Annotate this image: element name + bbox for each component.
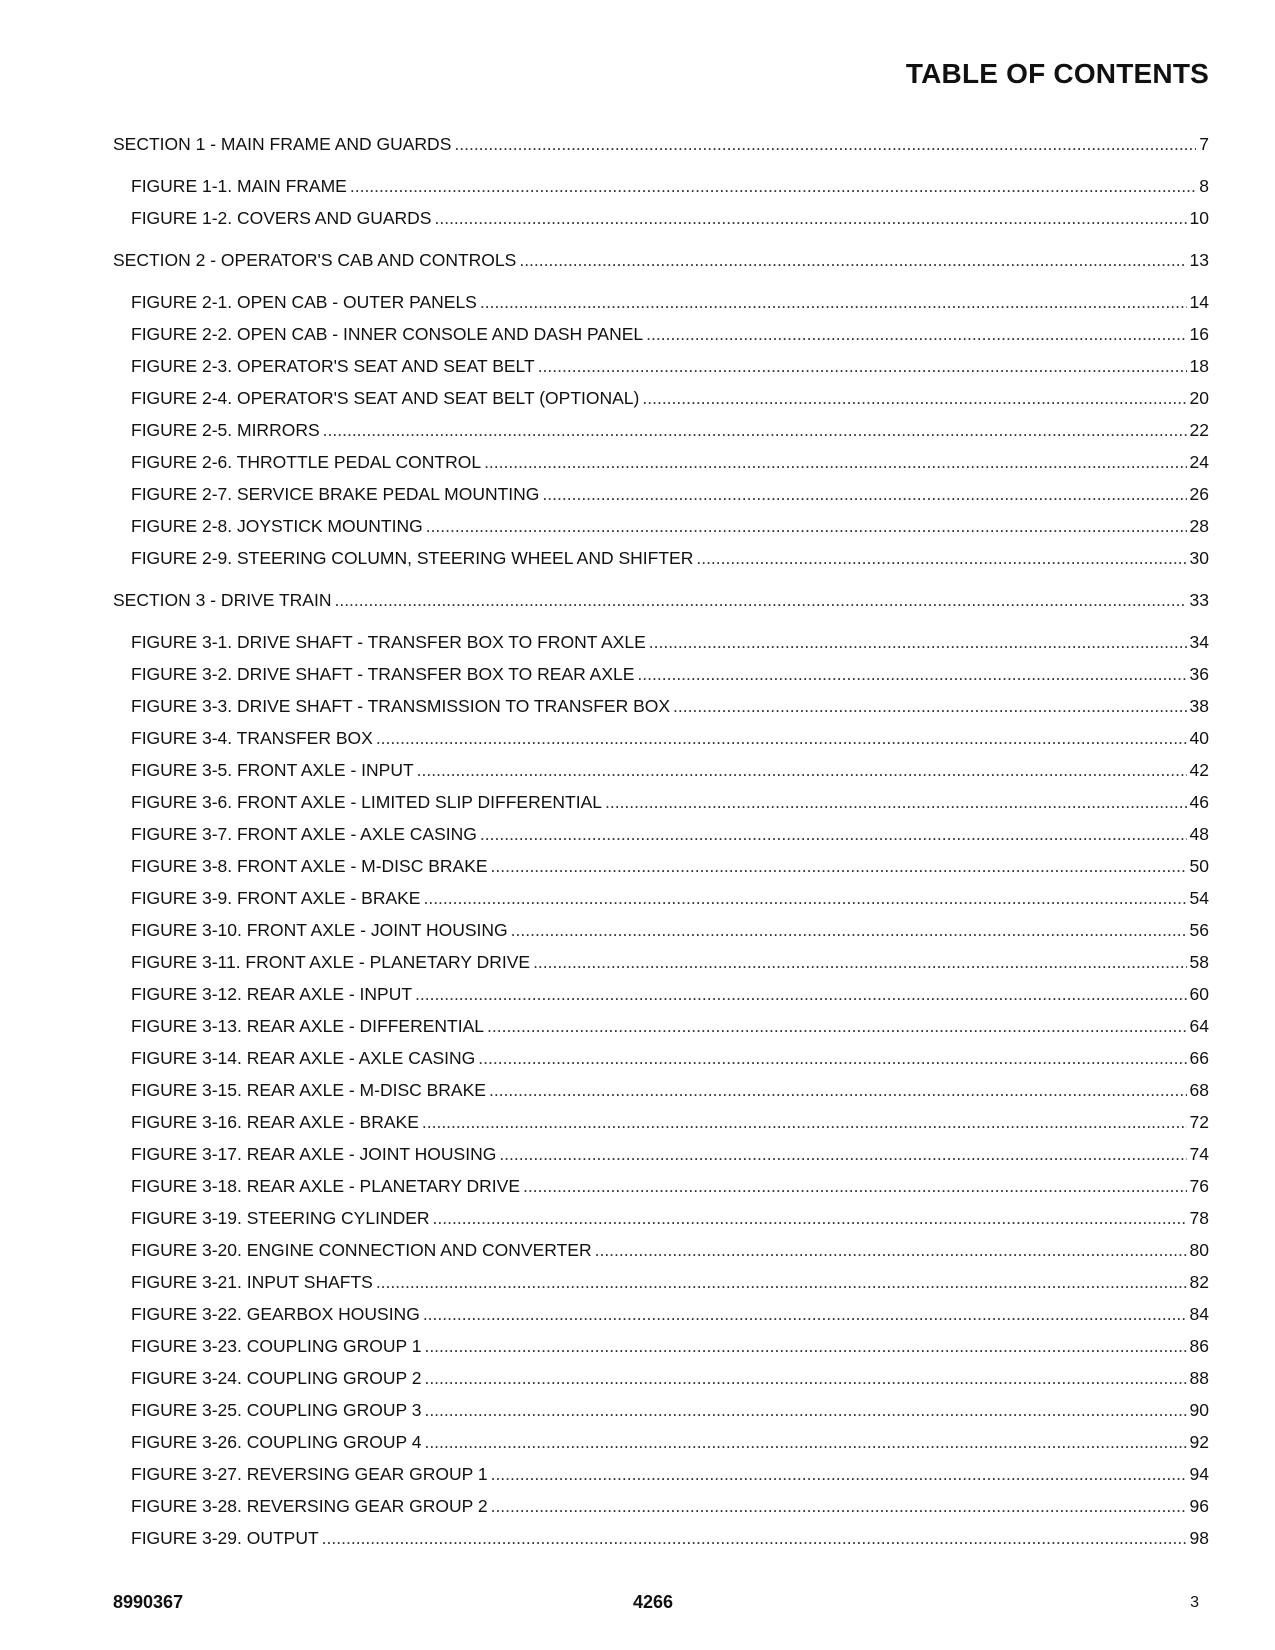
toc-figure-entry[interactable] xyxy=(113,1074,1209,1106)
toc-figure-entry[interactable] xyxy=(113,1042,1209,1074)
toc-entry-label: SECTION 3 - DRIVE TRAIN xyxy=(113,590,332,610)
toc-entry-page-number: 60 xyxy=(1189,984,1209,1004)
toc-entry-page-number: 54 xyxy=(1189,888,1209,908)
toc-entry-page-number: 78 xyxy=(1189,1208,1209,1228)
toc-entry-page-number: 40 xyxy=(1189,728,1209,748)
dot-leader xyxy=(417,754,1187,786)
toc-entry-page-number: 74 xyxy=(1189,1144,1209,1164)
toc-entry-label: FIGURE 2-3. OPERATOR'S SEAT AND SEAT BELT xyxy=(131,356,535,376)
toc-entry-page-number: 20 xyxy=(1189,388,1209,408)
toc-figure-entry[interactable] xyxy=(113,1362,1209,1394)
toc-entry-label: FIGURE 3-11. FRONT AXLE - PLANETARY DRIVE xyxy=(131,952,531,972)
toc-entry-label: FIGURE 3-16. REAR AXLE - BRAKE xyxy=(131,1112,419,1132)
toc-entry-page-number: 56 xyxy=(1189,920,1209,940)
dot-leader xyxy=(649,626,1187,658)
dot-leader xyxy=(334,584,1186,616)
toc-entry-page-number: 84 xyxy=(1189,1304,1209,1324)
toc-entry-page-number: 38 xyxy=(1189,696,1209,716)
dot-leader xyxy=(424,1362,1186,1394)
dot-leader xyxy=(542,478,1186,510)
dot-leader xyxy=(415,978,1186,1010)
toc-entry-label: FIGURE 3-25. COUPLING GROUP 3 xyxy=(131,1400,422,1420)
toc-figure-entry[interactable] xyxy=(113,786,1209,818)
toc-figure-entry[interactable] xyxy=(113,978,1209,1010)
toc-figure-entry[interactable] xyxy=(113,754,1209,786)
toc-entry-page-number: 50 xyxy=(1189,856,1209,876)
toc-entry-page-number: 72 xyxy=(1189,1112,1209,1132)
toc-entry-label: FIGURE 3-3. DRIVE SHAFT - TRANSMISSION TO TRANSFER BOX xyxy=(131,696,671,716)
toc-entry-label: FIGURE 3-13. REAR AXLE - DIFFERENTIAL xyxy=(131,1016,484,1036)
toc-entry-label: FIGURE 3-20. ENGINE CONNECTION AND CONVERTER xyxy=(131,1240,592,1260)
toc-figure-entry[interactable] xyxy=(113,818,1209,850)
toc-entry-label: FIGURE 2-7. SERVICE BRAKE PEDAL MOUNTING xyxy=(131,484,540,504)
toc-entry-page-number: 13 xyxy=(1189,250,1209,270)
toc-entry-page-number: 33 xyxy=(1189,590,1209,610)
toc-entry-label: SECTION 1 - MAIN FRAME AND GUARDS xyxy=(113,134,452,154)
toc-figure-entry[interactable] xyxy=(113,1394,1209,1426)
toc-section-entry[interactable] xyxy=(113,584,1209,616)
toc-section-entry[interactable] xyxy=(113,244,1209,276)
toc-entry-page-number: 76 xyxy=(1189,1176,1209,1196)
toc-figure-entry[interactable] xyxy=(113,1426,1209,1458)
dot-leader xyxy=(696,542,1186,574)
toc-figure-entry[interactable] xyxy=(113,202,1209,234)
dot-leader xyxy=(519,244,1186,276)
toc-entry-label: FIGURE 3-19. STEERING CYLINDER xyxy=(131,1208,430,1228)
toc-entry-label: FIGURE 3-15. REAR AXLE - M-DISC BRAKE xyxy=(131,1080,486,1100)
toc-figure-entry[interactable] xyxy=(113,170,1209,202)
toc-figure-entry[interactable] xyxy=(113,914,1209,946)
toc-entry-label: FIGURE 3-29. OUTPUT xyxy=(131,1528,319,1548)
toc-entry-page-number: 82 xyxy=(1189,1272,1209,1292)
toc-figure-entry[interactable] xyxy=(113,1106,1209,1138)
toc-figure-entry[interactable] xyxy=(113,1266,1209,1298)
dot-leader xyxy=(489,1074,1187,1106)
dot-leader xyxy=(350,170,1196,202)
toc-entry-label: FIGURE 3-9. FRONT AXLE - BRAKE xyxy=(131,888,421,908)
toc-figure-entry[interactable] xyxy=(113,1298,1209,1330)
dot-leader xyxy=(454,128,1196,160)
toc-entry-label: FIGURE 3-24. COUPLING GROUP 2 xyxy=(131,1368,422,1388)
toc-figure-entry[interactable] xyxy=(113,850,1209,882)
toc-figure-entry[interactable] xyxy=(113,1458,1209,1490)
toc-entry-label: FIGURE 3-23. COUPLING GROUP 1 xyxy=(131,1336,422,1356)
toc-entry-label: FIGURE 3-6. FRONT AXLE - LIMITED SLIP DIFFERENTIAL xyxy=(131,792,602,812)
toc-figure-entry[interactable] xyxy=(113,1490,1209,1522)
toc-entry-label: FIGURE 2-6. THROTTLE PEDAL CONTROL xyxy=(131,452,482,472)
toc-entry-label: FIGURE 3-10. FRONT AXLE - JOINT HOUSING xyxy=(131,920,508,940)
toc-entry-label: FIGURE 3-27. REVERSING GEAR GROUP 1 xyxy=(131,1464,488,1484)
dot-leader xyxy=(487,1010,1187,1042)
dot-leader xyxy=(637,658,1186,690)
toc-figure-entry[interactable] xyxy=(113,1138,1209,1170)
page-title: TABLE OF CONTENTS xyxy=(905,58,1209,89)
toc-entry-page-number: 68 xyxy=(1189,1080,1209,1100)
toc-entry-page-number: 90 xyxy=(1189,1400,1209,1420)
toc-entry-label: FIGURE 3-5. FRONT AXLE - INPUT xyxy=(131,760,414,780)
toc-entry-page-number: 92 xyxy=(1189,1432,1209,1452)
dot-leader xyxy=(538,350,1187,382)
toc-entry-label: FIGURE 2-1. OPEN CAB - OUTER PANELS xyxy=(131,292,477,312)
footer-part-number: 8990367 xyxy=(113,1592,184,1612)
dot-leader xyxy=(646,318,1186,350)
dot-leader xyxy=(605,786,1187,818)
dot-leader xyxy=(673,690,1187,722)
toc-entry-label: FIGURE 1-2. COVERS AND GUARDS xyxy=(131,208,432,228)
dot-leader xyxy=(642,382,1186,414)
toc-entry-label: FIGURE 3-12. REAR AXLE - INPUT xyxy=(131,984,413,1004)
dot-leader xyxy=(424,1330,1186,1362)
toc-entry-page-number: 98 xyxy=(1189,1528,1209,1548)
toc-entry-label: FIGURE 3-7. FRONT AXLE - AXLE CASING xyxy=(131,824,477,844)
toc-figure-entry[interactable] xyxy=(113,382,1209,414)
toc-entry-page-number: 36 xyxy=(1189,664,1209,684)
toc-entry-page-number: 24 xyxy=(1189,452,1209,472)
toc-entry-label: FIGURE 2-8. JOYSTICK MOUNTING xyxy=(131,516,423,536)
toc-entry-label: FIGURE 2-9. STEERING COLUMN, STEERING WHEEL AND SHIFTER xyxy=(131,548,694,568)
toc-figure-entry[interactable] xyxy=(113,478,1209,510)
dot-leader xyxy=(491,1458,1187,1490)
toc-figure-entry[interactable] xyxy=(113,882,1209,914)
toc-entry-label: FIGURE 3-21. INPUT SHAFTS xyxy=(131,1272,373,1292)
toc-entry-page-number: 58 xyxy=(1189,952,1209,972)
dot-leader xyxy=(322,1522,1187,1554)
dot-leader xyxy=(433,1202,1187,1234)
toc-figure-entry[interactable] xyxy=(113,542,1209,574)
dot-leader xyxy=(533,946,1186,978)
dot-leader xyxy=(511,914,1187,946)
toc-figure-entry[interactable] xyxy=(113,626,1209,658)
toc-entry-page-number: 46 xyxy=(1189,792,1209,812)
toc-figure-entry[interactable] xyxy=(113,1170,1209,1202)
toc-entry-label: FIGURE 3-4. TRANSFER BOX xyxy=(131,728,373,748)
toc-entry-label: FIGURE 3-1. DRIVE SHAFT - TRANSFER BOX TO FRONT AXLE xyxy=(131,632,646,652)
toc-entry-label: FIGURE 2-5. MIRRORS xyxy=(131,420,320,440)
dot-leader xyxy=(499,1138,1186,1170)
toc-figure-entry[interactable] xyxy=(113,658,1209,690)
toc-entry-label: FIGURE 3-17. REAR AXLE - JOINT HOUSING xyxy=(131,1144,497,1164)
toc-entry-label: FIGURE 3-18. REAR AXLE - PLANETARY DRIVE xyxy=(131,1176,521,1196)
toc-entry-label: FIGURE 3-22. GEARBOX HOUSING xyxy=(131,1304,420,1324)
dot-leader xyxy=(484,446,1186,478)
toc-entry-page-number: 94 xyxy=(1189,1464,1209,1484)
toc-entry-page-number: 64 xyxy=(1189,1016,1209,1036)
toc-entry-page-number: 86 xyxy=(1189,1336,1209,1356)
toc-entry-page-number: 22 xyxy=(1189,420,1209,440)
toc-figure-entry[interactable] xyxy=(113,946,1209,978)
footer-page-number: 3 xyxy=(1190,1594,1199,1611)
dot-leader xyxy=(323,414,1187,446)
toc-entry-label: FIGURE 3-8. FRONT AXLE - M-DISC BRAKE xyxy=(131,856,488,876)
toc-entry-page-number: 18 xyxy=(1189,356,1209,376)
toc-figure-entry[interactable] xyxy=(113,318,1209,350)
toc-figure-entry[interactable] xyxy=(113,1202,1209,1234)
toc-entry-page-number: 96 xyxy=(1189,1496,1209,1516)
toc-figure-entry[interactable] xyxy=(113,350,1209,382)
toc-entry-page-number: 10 xyxy=(1189,208,1209,228)
toc-figure-entry[interactable] xyxy=(113,446,1209,478)
toc-entry-page-number: 42 xyxy=(1189,760,1209,780)
toc-entry-page-number: 66 xyxy=(1189,1048,1209,1068)
dot-leader xyxy=(424,1394,1186,1426)
toc-entry-page-number: 88 xyxy=(1189,1368,1209,1388)
toc-entry-label: FIGURE 1-1. MAIN FRAME xyxy=(131,176,347,196)
toc-entry-page-number: 7 xyxy=(1199,134,1209,154)
toc-entry-page-number: 80 xyxy=(1189,1240,1209,1260)
dot-leader xyxy=(491,1490,1187,1522)
dot-leader xyxy=(426,510,1187,542)
toc-entry-page-number: 28 xyxy=(1189,516,1209,536)
toc-entry-label: FIGURE 3-2. DRIVE SHAFT - TRANSFER BOX TO REAR AXLE xyxy=(131,664,635,684)
dot-leader xyxy=(423,882,1186,914)
toc-entry-label: FIGURE 2-2. OPEN CAB - INNER CONSOLE AND DASH PANEL xyxy=(131,324,644,344)
toc-entry-page-number: 48 xyxy=(1189,824,1209,844)
toc-entry-page-number: 8 xyxy=(1199,176,1209,196)
dot-leader xyxy=(523,1170,1187,1202)
dot-leader xyxy=(376,722,1187,754)
toc-figure-entry[interactable] xyxy=(113,1010,1209,1042)
dot-leader xyxy=(491,850,1187,882)
footer-model: 4266 xyxy=(632,1592,674,1612)
dot-leader xyxy=(422,1106,1187,1138)
toc-entry-label: SECTION 2 - OPERATOR'S CAB AND CONTROLS xyxy=(113,250,517,270)
table-of-contents xyxy=(113,128,1209,1554)
toc-figure-entry[interactable] xyxy=(113,690,1209,722)
toc-entry-page-number: 16 xyxy=(1189,324,1209,344)
toc-entry-page-number: 14 xyxy=(1189,292,1209,312)
toc-figure-entry[interactable] xyxy=(113,1522,1209,1554)
dot-leader xyxy=(434,202,1186,234)
toc-entry-label: FIGURE 3-14. REAR AXLE - AXLE CASING xyxy=(131,1048,476,1068)
toc-entry-label: FIGURE 3-26. COUPLING GROUP 4 xyxy=(131,1432,422,1452)
toc-figure-entry[interactable] xyxy=(113,722,1209,754)
dot-leader xyxy=(478,1042,1186,1074)
toc-figure-entry[interactable] xyxy=(113,286,1209,318)
toc-figure-entry[interactable] xyxy=(113,510,1209,542)
dot-leader xyxy=(480,286,1187,318)
toc-figure-entry[interactable] xyxy=(113,1234,1209,1266)
toc-entry-label: FIGURE 3-28. REVERSING GEAR GROUP 2 xyxy=(131,1496,488,1516)
toc-section-entry[interactable] xyxy=(113,128,1209,160)
dot-leader xyxy=(423,1298,1187,1330)
dot-leader xyxy=(376,1266,1187,1298)
toc-entry-page-number: 30 xyxy=(1189,548,1209,568)
toc-figure-entry[interactable] xyxy=(113,414,1209,446)
toc-figure-entry[interactable] xyxy=(113,1330,1209,1362)
toc-entry-label: FIGURE 2-4. OPERATOR'S SEAT AND SEAT BELT (OPTIONAL) xyxy=(131,388,640,408)
dot-leader xyxy=(424,1426,1186,1458)
dot-leader xyxy=(595,1234,1187,1266)
toc-entry-page-number: 34 xyxy=(1189,632,1209,652)
dot-leader xyxy=(480,818,1187,850)
toc-entry-page-number: 26 xyxy=(1189,484,1209,504)
